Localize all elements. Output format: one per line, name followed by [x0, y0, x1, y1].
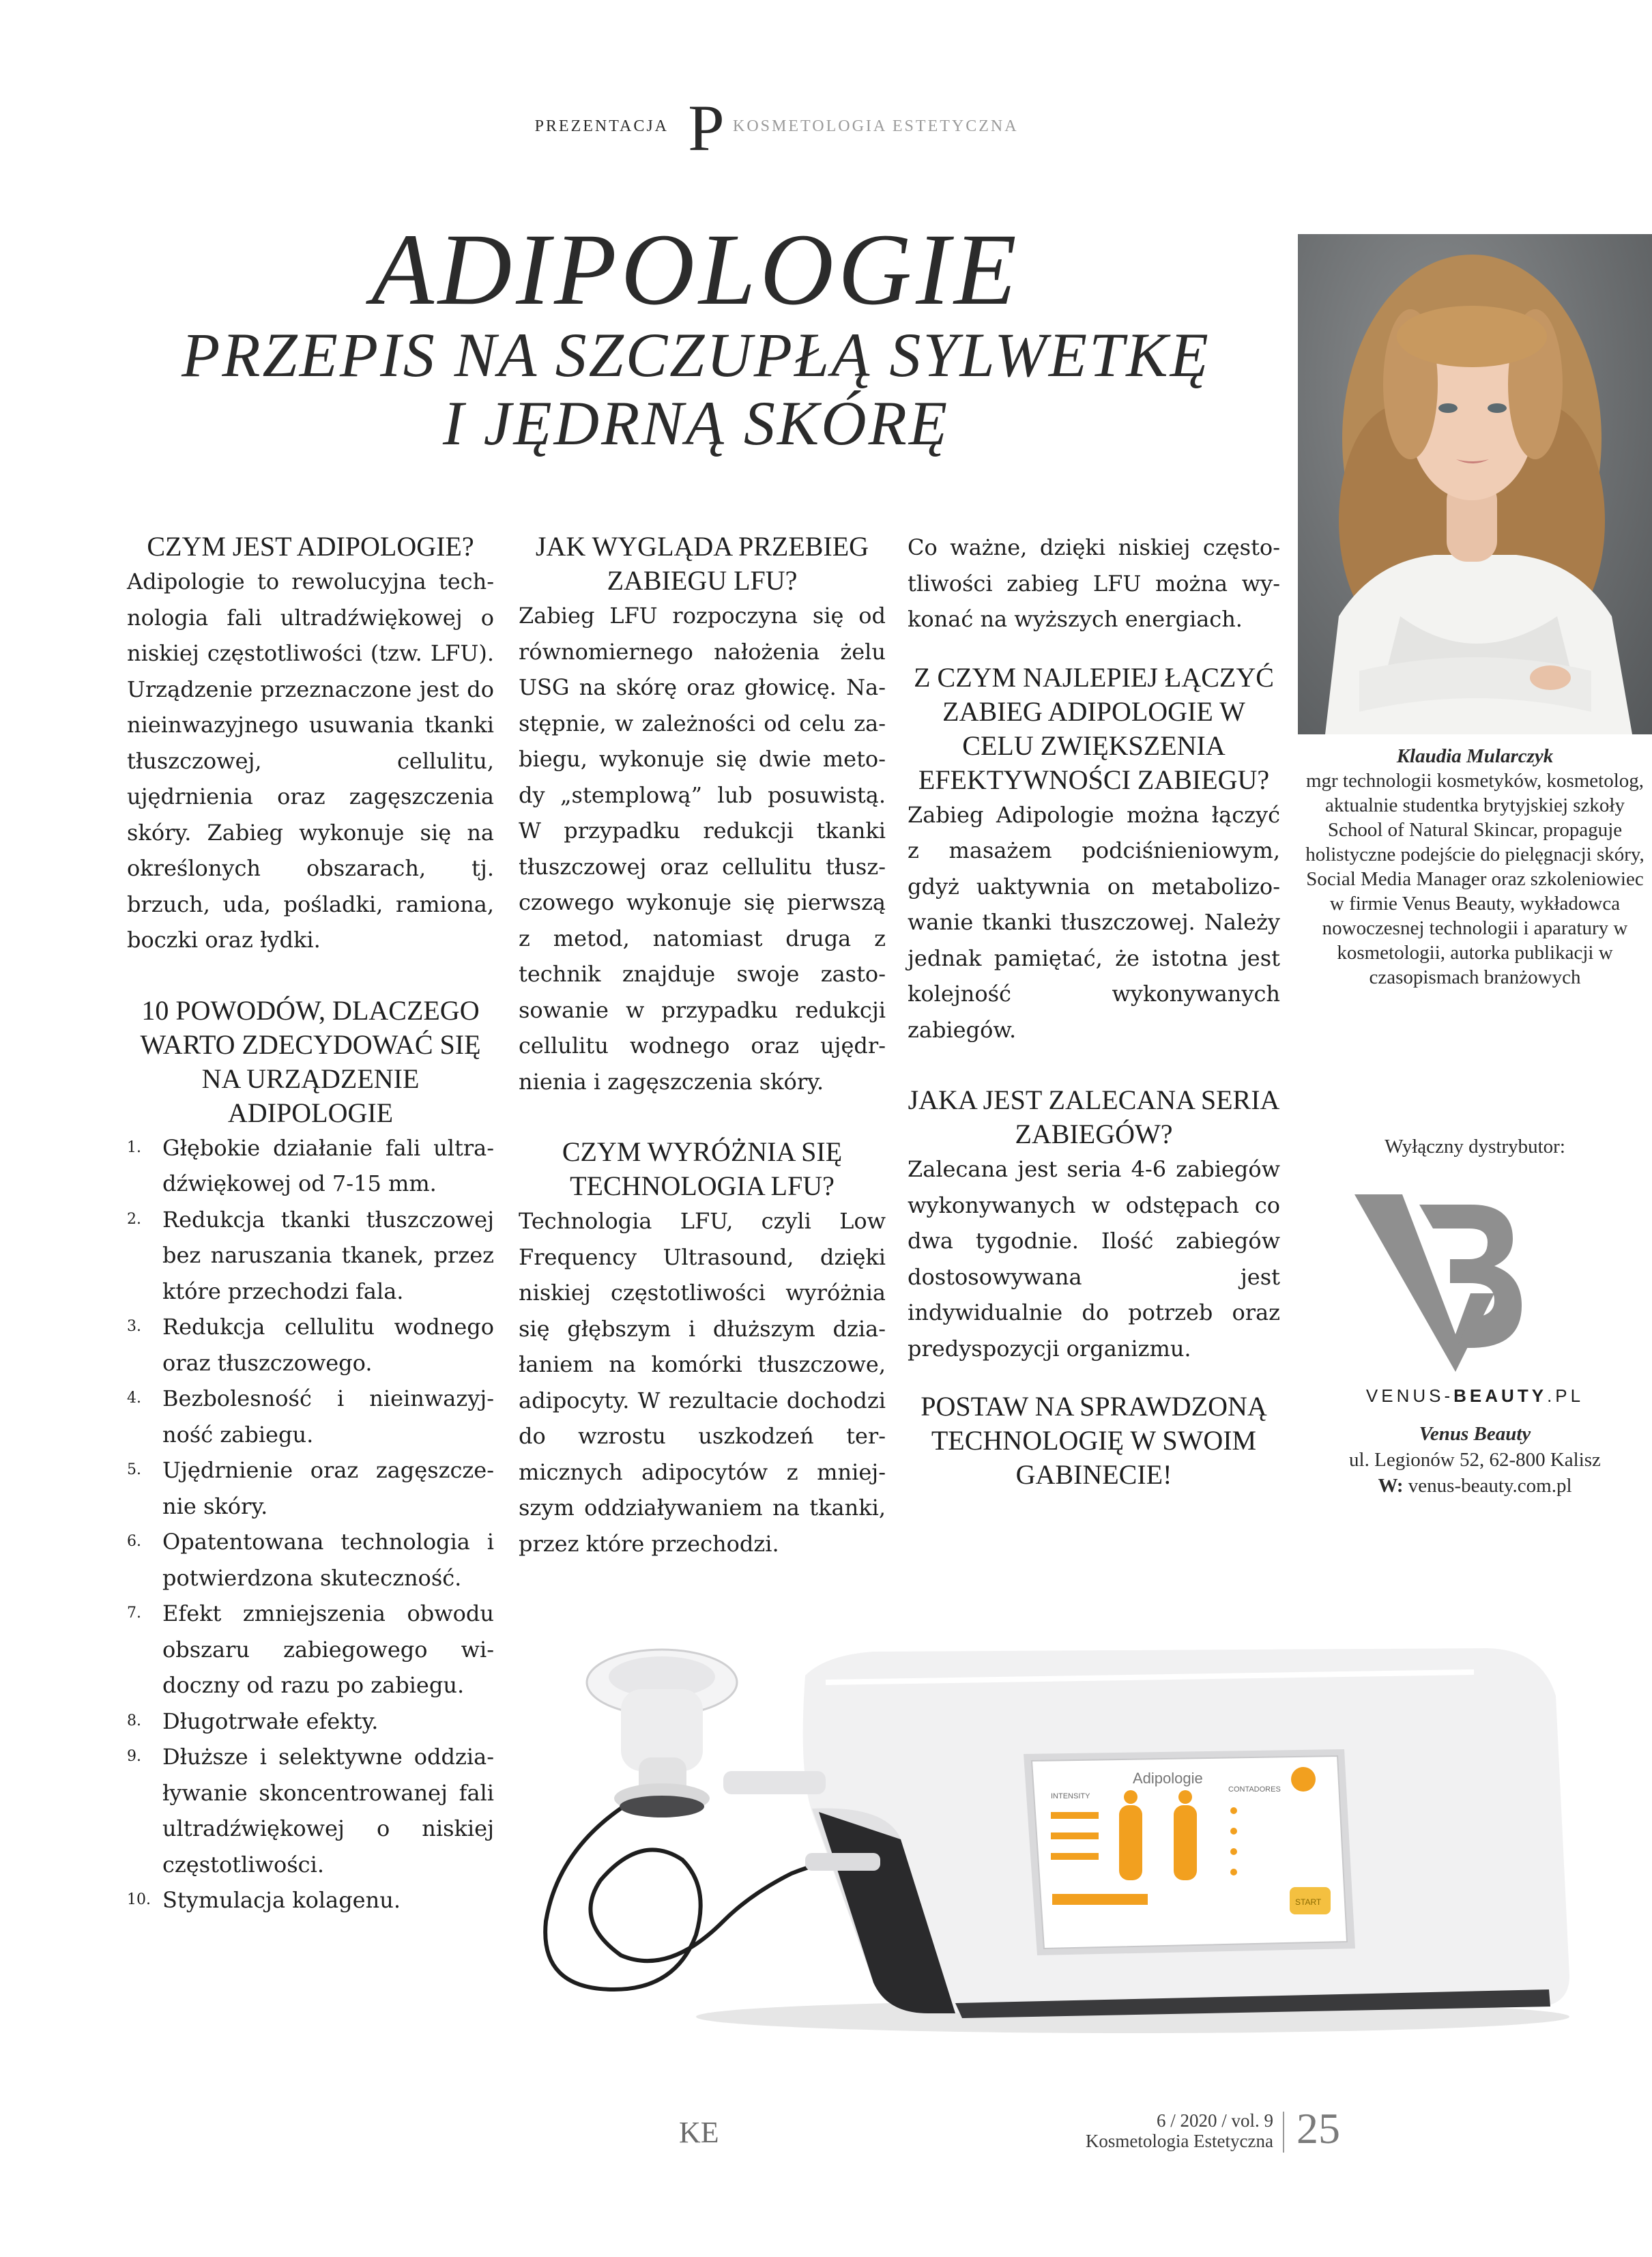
reasons-list [127, 1130, 494, 1918]
heading-what-is: CZYM JEST ADIPOLOGIE? [147, 531, 474, 562]
section-label: PREZENTACJA [534, 117, 669, 135]
company-address: ul. Legionów 52, 62-800 Kalisz [1349, 1449, 1601, 1471]
list-item: 2. Redukcja tkanki tłuszczowej bez naruszania tkanek, przez które przechodzi fala. [127, 1206, 494, 1304]
magazine-logo: KE [679, 2116, 719, 2149]
web-label: W: [1378, 1475, 1404, 1497]
device-illustration [519, 1635, 1583, 2044]
company-web [1298, 1473, 1652, 1499]
author-description: mgr technologii kosmetyków, kosmetolog, aktualnie studentka brytyjskiej szkoły School of Natural Skincar, propaguje holistyczne podejście do pielęgnacji skóry, Social Media Manager oraz szkoleniowiec w firmie Venus Beauty, wykładowca nowoczesnej technologii i aparatury w kosmetologii, autorka publikacji w czasopismach branżowych [1305, 770, 1644, 988]
author-portrait [1298, 234, 1652, 734]
title-main: ADIPOLOGIE [371, 213, 1021, 326]
heading-call-to-action: POSTAW NA SPRAWDZONĄ TECHNOLOGIĘ W SWOIM GABINECIE! [921, 1391, 1267, 1490]
brand-suffix: .PL [1547, 1385, 1584, 1406]
heading-technology: CZYM WYRÓŻNIA SIĘ TECHNOLOGIA LFU? [562, 1136, 843, 1201]
screen-right-label: CONTADORES [1228, 1785, 1281, 1794]
list-item: 9. Dłuższe i selektywne oddziaływanie skoncentrowanej fali ultradźwiękowej o niskiej częstotliwości. [127, 1744, 494, 1878]
list-item: 4. Bezbolesność i nieinwazyjność zabiegu. [127, 1385, 494, 1448]
list-item: 10. Stymulacja kolagenu. [127, 1887, 401, 1913]
issue-number: 6 / 2020 / vol. 9 [1156, 2110, 1273, 2131]
heading-procedure: JAK WYGLĄDA PRZEBIEG ZABIEGU LFU? [535, 531, 869, 596]
paragraph-procedure: Zabieg LFU rozpoczyna się od równomiernego nałożenia żelu USG na skórę oraz głowicę. Następnie, w zależności od celu zabiegu, wykonuje się dwie metody „stemplową” lub posuwistą. W przypadku redukcji tkanki tłuszczowej oraz cellulitu tłuszczowego wykonuje się pierwszą z metod, natomiast druga z technik znajduje swoje zastosowanie w przypadku redukcji cellulitu wodnego oraz ujędrnienia i zagęszczenia skóry. [519, 603, 886, 1095]
paragraph-energy: Co ważne, dzięki niskiej częstotliwości zabieg LFU można wykonać na wyższych energiach. [908, 534, 1280, 632]
list-item: 8. Długotrwałe efekty. [127, 1708, 379, 1734]
article-title [82, 213, 1310, 478]
portrait-illustration [1298, 234, 1652, 734]
company-name: Venus Beauty [1419, 1423, 1531, 1445]
screen-left-label: INTENSITY [1051, 1792, 1090, 1800]
screen-start-label: START [1295, 1897, 1322, 1907]
page-separator [1283, 2112, 1284, 2153]
venus-beauty-logo [1354, 1191, 1525, 1375]
page-number: 25 [1296, 2104, 1340, 2153]
column-2 [519, 530, 886, 1562]
magazine-label: KOSMETOLOGIA ESTETYCZNA [733, 117, 1019, 135]
list-item: 3. Redukcja cellulitu wodnego oraz tłuszczowego. [127, 1314, 494, 1376]
web-url: venus-beauty.com.pl [1408, 1475, 1572, 1497]
paragraph-combine: Zabieg Adipologie można łączyć z masażem podciśnieniowym, gdyż uaktywnia on metabolizowanie tkanki tłuszczowej. Należy jednak pamiętać, że istotna jest kolejność wykonywanych zabiegów. [908, 801, 1280, 1043]
list-item: 7. Efekt zmniejszenia obwodu obszaru zabiegowego widoczny od razu po zabiegu. [127, 1600, 494, 1698]
screen-title: Adipologie [1133, 1770, 1203, 1787]
company-info [1298, 1421, 1652, 1499]
paragraph-what-is: Adipologie to rewolucyjna technologia fali ultradźwiękowej o niskiej częstotliwości (tzw. LFU). Urządzenie przeznaczone jest do nieinwazyjnego usuwania tkanki tłuszczowej, cellulitu, ujędrnienia oraz zagęszczenia skóry. Zabieg wykonuje się na określonych obszarach, tj. brzuch, uda, pośladki, ramiona, boczki oraz łydki. [127, 569, 494, 953]
column-1 [127, 530, 494, 1918]
brand-name [1298, 1385, 1652, 1407]
list-item: 5. Ujędrnienie oraz zagęszczenie skóry. [127, 1457, 494, 1519]
device-image [519, 1635, 1583, 2044]
brand-prefix: VENUS- [1365, 1385, 1454, 1406]
paragraph-series: Zalecana jest seria 4-6 zabiegów wykonywanych w odstępach co dwa tygodnie. Ilość zabiegów dostosowywana jest indywidualnie do potrzeb oraz predyspozycji organizmu. [908, 1156, 1280, 1362]
issue-info [969, 2110, 1273, 2151]
author-bio [1298, 744, 1652, 990]
author-name: Klaudia Mularczyk [1396, 745, 1554, 767]
title-sub-line2: I JĘDRNĄ SKÓRĘ [442, 388, 950, 458]
paragraph-technology: Technologia LFU, czyli Low Frequency Ultrasound, dzięki niskiej częstotliwości wyróżnia się głębszym i dłuższym działaniem na komórki tłuszczowe, adipocyty. W rezultacie dochodzi do wzrostu uszkodzeń termicznych adipocytów z mniejszym oddziaływaniem na tkanki, przez które przechodzi. [519, 1208, 886, 1557]
section-letter: P [688, 91, 725, 164]
brand-bold: BEAUTY [1453, 1385, 1548, 1406]
list-item: 6. Opatentowana technologia i potwierdzona skuteczność. [127, 1529, 494, 1591]
heading-combine: Z CZYM NAJLEPIEJ ŁĄCZYĆ ZABIEG ADIPOLOGIE W CELU ZWIĘKSZENIA EFEKTYWNOŚCI ZABIEGU? [914, 661, 1274, 795]
column-3 [908, 530, 1280, 1492]
running-header [0, 91, 1652, 171]
heading-series: JAKA JEST ZALECANA SERIA ZABIEGÓW? [908, 1084, 1280, 1149]
heading-ten-reasons: 10 POWODÓW, DLACZEGO WARTO ZDECYDOWAĆ SIĘ NA URZĄDZENIE ADIPOLOGIE [140, 994, 481, 1128]
distributor-label: Wyłączny dystrybutor: [1385, 1136, 1565, 1158]
list-item: 1. Głębokie działanie fali ultradźwiękowej od 7-15 mm. [127, 1134, 494, 1196]
title-sub-line1: PRZEPIS NA SZCZUPŁĄ SYLWETKĘ [182, 320, 1211, 390]
footer-magazine: Kosmetologia Estetyczna [1085, 2131, 1273, 2151]
